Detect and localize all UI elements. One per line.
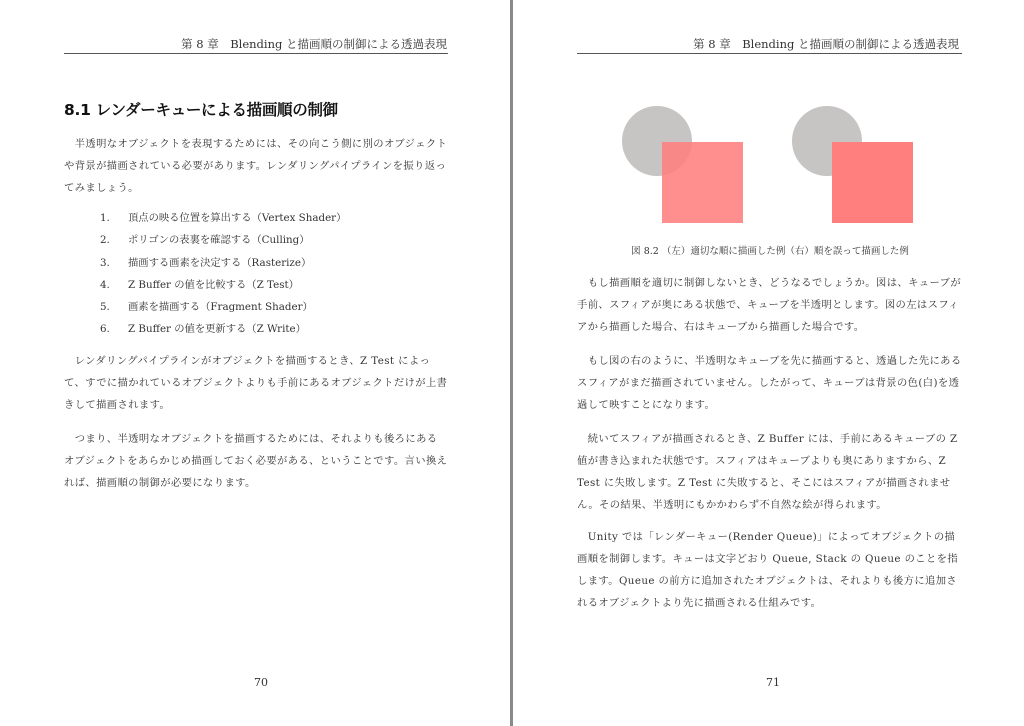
running-header: 第 8 章 Blending と描画順の制御による透過表現 bbox=[693, 37, 959, 51]
running-header: 第 8 章 Blending と描画順の制御による透過表現 bbox=[181, 37, 447, 51]
list-item: 4. Z Buffer の値を比較する（Z Test） bbox=[100, 278, 299, 291]
paragraph-zbuffer: 続いてスフィアが描画されるとき、Z Buffer には、手前にあるキューブの Z 値が書き込まれた状態です。スフィアはキューブよりも奥にありますから、Z Test に失敗します。Z Test に失敗すると、そこにはスフィアが描画されません。その結果、半透明にもかかわらず不自然な絵が得られます。 bbox=[577, 433, 958, 511]
paragraph-render-queue: Unity では「レンダーキュー(Render Queue)」によってオブジェクトの描画順を制御します。キューは文字どおり Queue, Stack の Queue のことを指します。Queue の前方に追加されたオブジェクトは、それよりも後方に追加されるオブジェクトより先に描画される仕組みです。 bbox=[577, 531, 959, 609]
cube-shape bbox=[832, 142, 913, 223]
list-item: 2. ポリゴンの表裏を確認する（Culling） bbox=[100, 234, 310, 247]
figure-8-2 bbox=[577, 100, 963, 230]
right-page bbox=[513, 0, 1024, 726]
left-page bbox=[0, 0, 511, 726]
paragraph-question: もし描画順を適切に制御しないとき、どうなるでしょうか。図は、キューブが手前、スフィアが奥にある状態で、キューブを半透明とします。図の左はスフィアから描画した場合、右はキューブから描画した場合です。 bbox=[577, 277, 962, 333]
header-rule bbox=[577, 53, 962, 54]
translucent-cube-shape bbox=[662, 142, 743, 223]
figure-panel-wrong-order bbox=[792, 100, 942, 230]
paragraph-right-case: もし図の右のように、半透明なキューブを先に描画すると、透過した先にあるスフィアがまだ描画されていません。したがって、キューブは背景の色(白)を透過して映すことになります。 bbox=[577, 355, 962, 411]
paragraph-intro: 半透明なオブジェクトを表現するためには、その向こう側に別のオブジェクトや背景が描画されている必要があります。レンダリングパイプラインを振り返ってみましょう。 bbox=[64, 138, 448, 194]
list-item: 5. 画素を描画する（Fragment Shader） bbox=[100, 301, 313, 314]
page-number: 70 bbox=[254, 676, 268, 689]
list-item: 6. Z Buffer の値を更新する（Z Write） bbox=[100, 323, 306, 336]
section-title: 8.1 レンダーキューによる描画順の制御 bbox=[64, 101, 338, 119]
list-item: 1. 頂点の映る位置を算出する（Vertex Shader） bbox=[100, 212, 347, 224]
page-number: 71 bbox=[766, 676, 780, 689]
paragraph-ztest: レンダリングパイプラインがオブジェクトを描画するとき、Z Test によって、すでに描かれているオブジェクトよりも手前にあるオブジェクトだけが上書きして描画されます。 bbox=[64, 355, 448, 411]
pipeline-steps-list bbox=[100, 207, 346, 341]
figure-caption: 図 8.2 （左）適切な順に描画した例（右）順を誤って描画した例 bbox=[631, 246, 909, 257]
paragraph-order: つまり、半透明なオブジェクトを描画するためには、それよりも後ろにあるオブジェクトをあらかじめ描画しておく必要がある、ということです。言い換えれば、描画順の制御が必要になります。 bbox=[64, 433, 448, 489]
header-rule bbox=[64, 53, 448, 54]
list-item: 3. 描画する画素を決定する（Rasterize） bbox=[100, 256, 312, 269]
figure-panel-correct-order bbox=[622, 100, 772, 230]
